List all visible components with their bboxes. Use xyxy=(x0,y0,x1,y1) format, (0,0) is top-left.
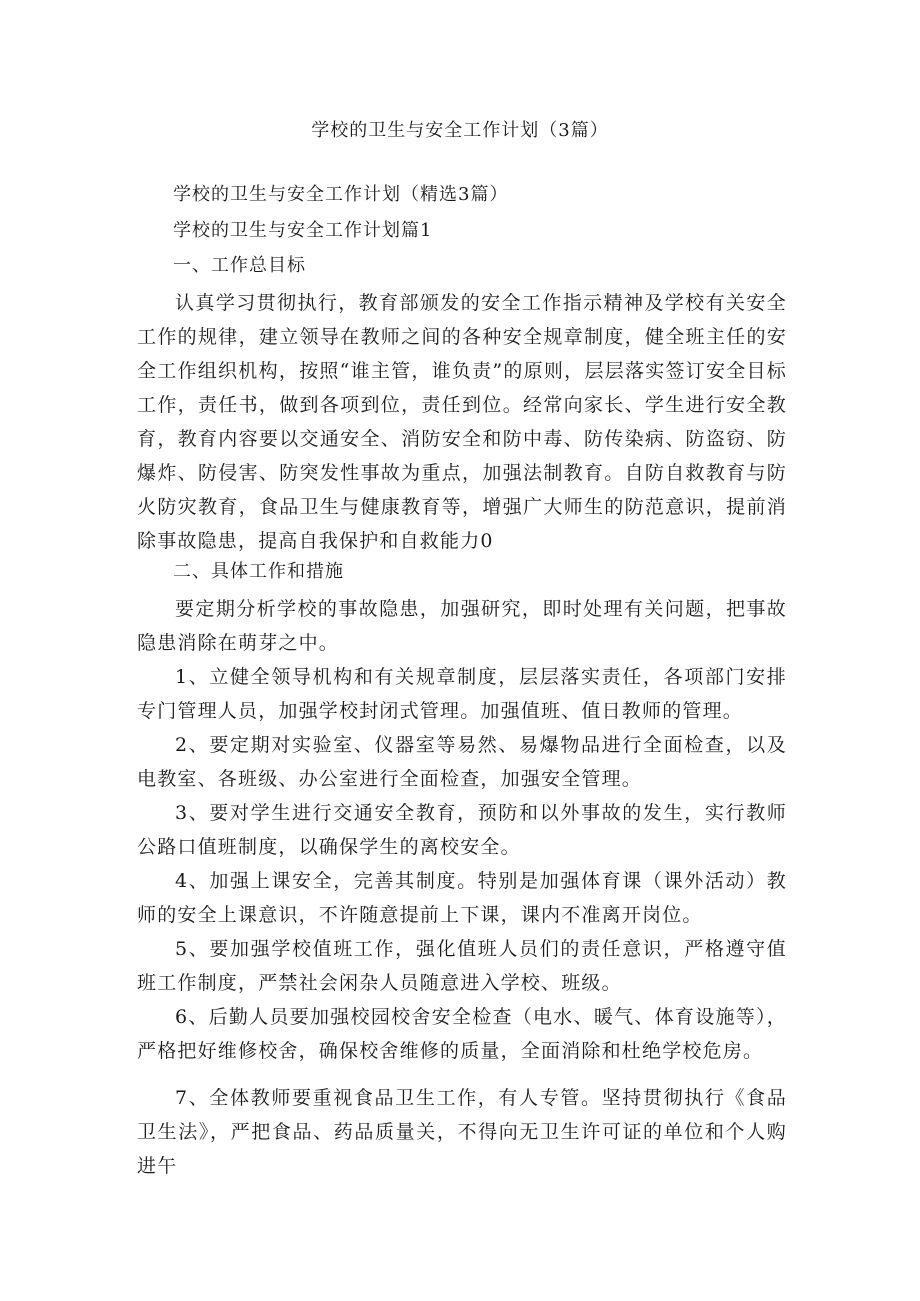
list-item-1: 1、立健全领导机构和有关规章制度，层层落实责任，各项部门安排专门管理人员，加强学校封闭式管理。加强值班、值日教师的管理。 xyxy=(137,666,787,722)
list-item-3: 3、要对学生进行交通安全教育，预防和以外事故的发生，实行教师公路口值班制度，以确保学生的离校安全。 xyxy=(137,802,787,858)
list-item-7: 7、全体教师要重视食品卫生工作，有人专管。坚持贯彻执行《食品卫生法》，严把食品、药品质量关，不得向无卫生许可证的单位和个人购进午 xyxy=(137,1087,787,1177)
heading-work-goal: 一、工作总目标 xyxy=(173,255,306,276)
list-item-2: 2、要定期对实验室、仪器室等易然、易爆物品进行全面检查，以及电教室、各班级、办公室进行全面检查，加强安全管理。 xyxy=(137,734,787,790)
document-subtitle: 学校的卫生与安全工作计划（精选3篇） xyxy=(173,184,509,205)
paragraph-work-goal: 认真学习贯彻执行，教育部颁发的安全工作指示精神及学校有关安全工作的规律，建立领导在教师之间的各种安全规章制度，健全班主任的安全工作组织机构，按照“谁主管，谁负责”的原则，层层落实签订安全目标工作，责任书，做到各项到位，责任到位。经常向家长、学生进行安全教育，教育内容要以交通安全、消防安全和防中毒、防传染病、防盗窃、防爆炸、防侵害、防突发性事故为重点，加强法制教育。自防自救教育与防火防灾教育，食品卫生与健康教育等，增强广大师生的防范意识，提前消除事故隐患，提高自我保护和自救能力0 xyxy=(137,292,787,552)
list-item-5: 5、要加强学校值班工作，强化值班人员们的责任意识，严格遵守值班工作制度，严禁社会闲杂人员随意进入学校、班级。 xyxy=(137,938,787,994)
document-title: 学校的卫生与安全工作计划（3篇） xyxy=(311,120,609,141)
list-item-4: 4、加强上课安全，完善其制度。特别是加强体育课（课外活动）教师的安全上课意识，不许随意提前上下课，课内不准离开岗位。 xyxy=(137,870,787,926)
section-title: 学校的卫生与安全工作计划篇1 xyxy=(173,220,433,241)
list-item-6: 6、后勤人员要加强校园校舍安全检查（电水、暖气、体育设施等），严格把好维修校舍，确保校舍维修的质量，全面消除和杜绝学校危房。 xyxy=(137,1006,787,1062)
heading-specific-measures: 二、具体工作和措施 xyxy=(173,561,344,582)
paragraph-accident-analysis: 要定期分析学校的事故隐患，加强研究，即时处理有关问题，把事故隐患消除在萌芽之中。 xyxy=(137,598,787,654)
